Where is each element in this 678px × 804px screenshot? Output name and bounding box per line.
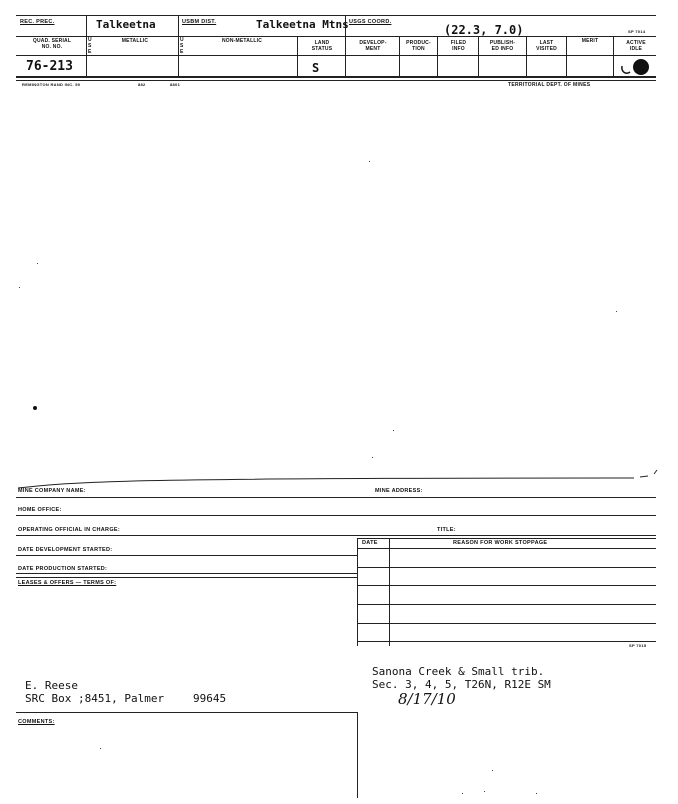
owner-address: SRC Box ;8451, Palmer [25,692,165,705]
speck [33,406,37,410]
speck [616,311,617,312]
rule-leases [16,577,357,578]
rule-dev-started [16,555,357,556]
location-line-2: Sec. 3, 4, 5, T26N, R12E SM [372,678,551,691]
rec-prec-label: REC. PREC. [20,19,55,25]
comments-label: COMMENTS: [18,719,55,725]
printer-code-2: 8801 [170,82,181,87]
date-development-label: DATE DEVELOPMENT STARTED: [18,547,113,553]
speck [19,287,20,288]
divider [345,36,346,76]
divider [357,712,358,798]
divider [357,538,358,646]
mine-address-label: MINE ADDRESS: [375,488,423,494]
usgs-coord-label: USGS COORD. [349,19,392,25]
operating-official-label: OPERATING OFFICIAL IN CHARGE: [18,527,120,533]
divider [178,15,179,36]
rule-reason-header-top [357,538,656,539]
use-nonmetallic-header: U S E [180,37,184,55]
divider [86,36,87,76]
rule-home-office [16,515,656,516]
development-header: DEVELOP- MENT [359,40,387,52]
rec-prec-value: Talkeetna [96,18,156,31]
top-form-code: SP 7014 [628,29,646,34]
record-bottom-border [16,76,656,78]
usgs-coord-value: (22.3, 7.0) [444,23,524,37]
rule-official [16,535,656,536]
department-label: TERRITORIAL DEPT. OF MINES [508,82,591,88]
divider [297,36,298,76]
footer-rule [16,80,656,81]
column-header-divider [16,55,656,56]
land-status-header: LAND STATUS [311,40,333,52]
divider [178,36,179,76]
land-status-value: S [312,61,320,75]
mine-company-label: MINE COMPANY NAME: [18,488,86,494]
filed-info-header: FILED INFO [450,40,467,52]
speck [100,748,101,749]
lower-card-top-edge [14,462,664,492]
divider [437,36,438,76]
last-visited-header: LAST VISITED [536,40,557,52]
printer-label: REMINGTON RAND INC. 50 [22,82,81,87]
rule-prod-started [16,573,357,574]
speck [393,430,394,431]
speck [37,263,38,264]
divider [86,15,87,36]
owner-name: E. Reese [25,679,78,692]
usbm-dist-value: Talkeetna Mtns [256,18,349,31]
speck [369,161,370,162]
location-line-1: Sanona Creek & Small trib. [372,665,545,678]
title-label: TITLE: [437,527,456,533]
production-header: PRODUC- TION [406,40,431,52]
use-metallic-header: U S E [88,37,92,55]
speck [492,770,493,771]
header-divider [16,36,656,37]
speck [536,793,537,794]
date-production-label: DATE PRODUCTION STARTED: [18,566,108,572]
divider [357,585,656,586]
lower-form-code: SP 7015 [629,643,647,648]
speck [484,791,485,792]
punch-hole-mark [618,58,650,78]
handwritten-date: 8/17/10 [398,690,456,708]
reason-column-label: REASON FOR WORK STOPPAGE [453,540,548,546]
quad-serial-value: 76-213 [26,59,73,74]
date-column-label: DATE [362,540,378,546]
quad-serial-header: QUAD. SERIAL NO. NO. [32,38,72,50]
leases-label: LEASES & OFFERS — TERMS OF: [18,580,117,586]
merit-header: MERIT [581,38,599,44]
published-info-header: PUBLISH- ED INFO [489,40,516,52]
divider [357,641,656,642]
active-idle-header: ACTIVE IDLE [626,40,646,52]
printer-code-1: 882 [138,82,146,87]
rule-reason-header-bottom [357,548,656,549]
divider [357,623,656,624]
divider [389,538,390,646]
speck [462,793,463,794]
metallic-header: METALLIC [121,38,149,44]
rule-company [16,497,656,498]
non-metallic-header: NON-METALLIC [221,38,263,44]
home-office-label: HOME OFFICE: [18,507,62,513]
owner-zip: 99645 [193,692,227,705]
divider [357,604,656,605]
usbm-dist-label: USBM DIST. [182,19,217,25]
divider [357,567,656,568]
top-border [16,15,656,16]
speck [372,457,373,458]
rule-comments [16,712,357,713]
